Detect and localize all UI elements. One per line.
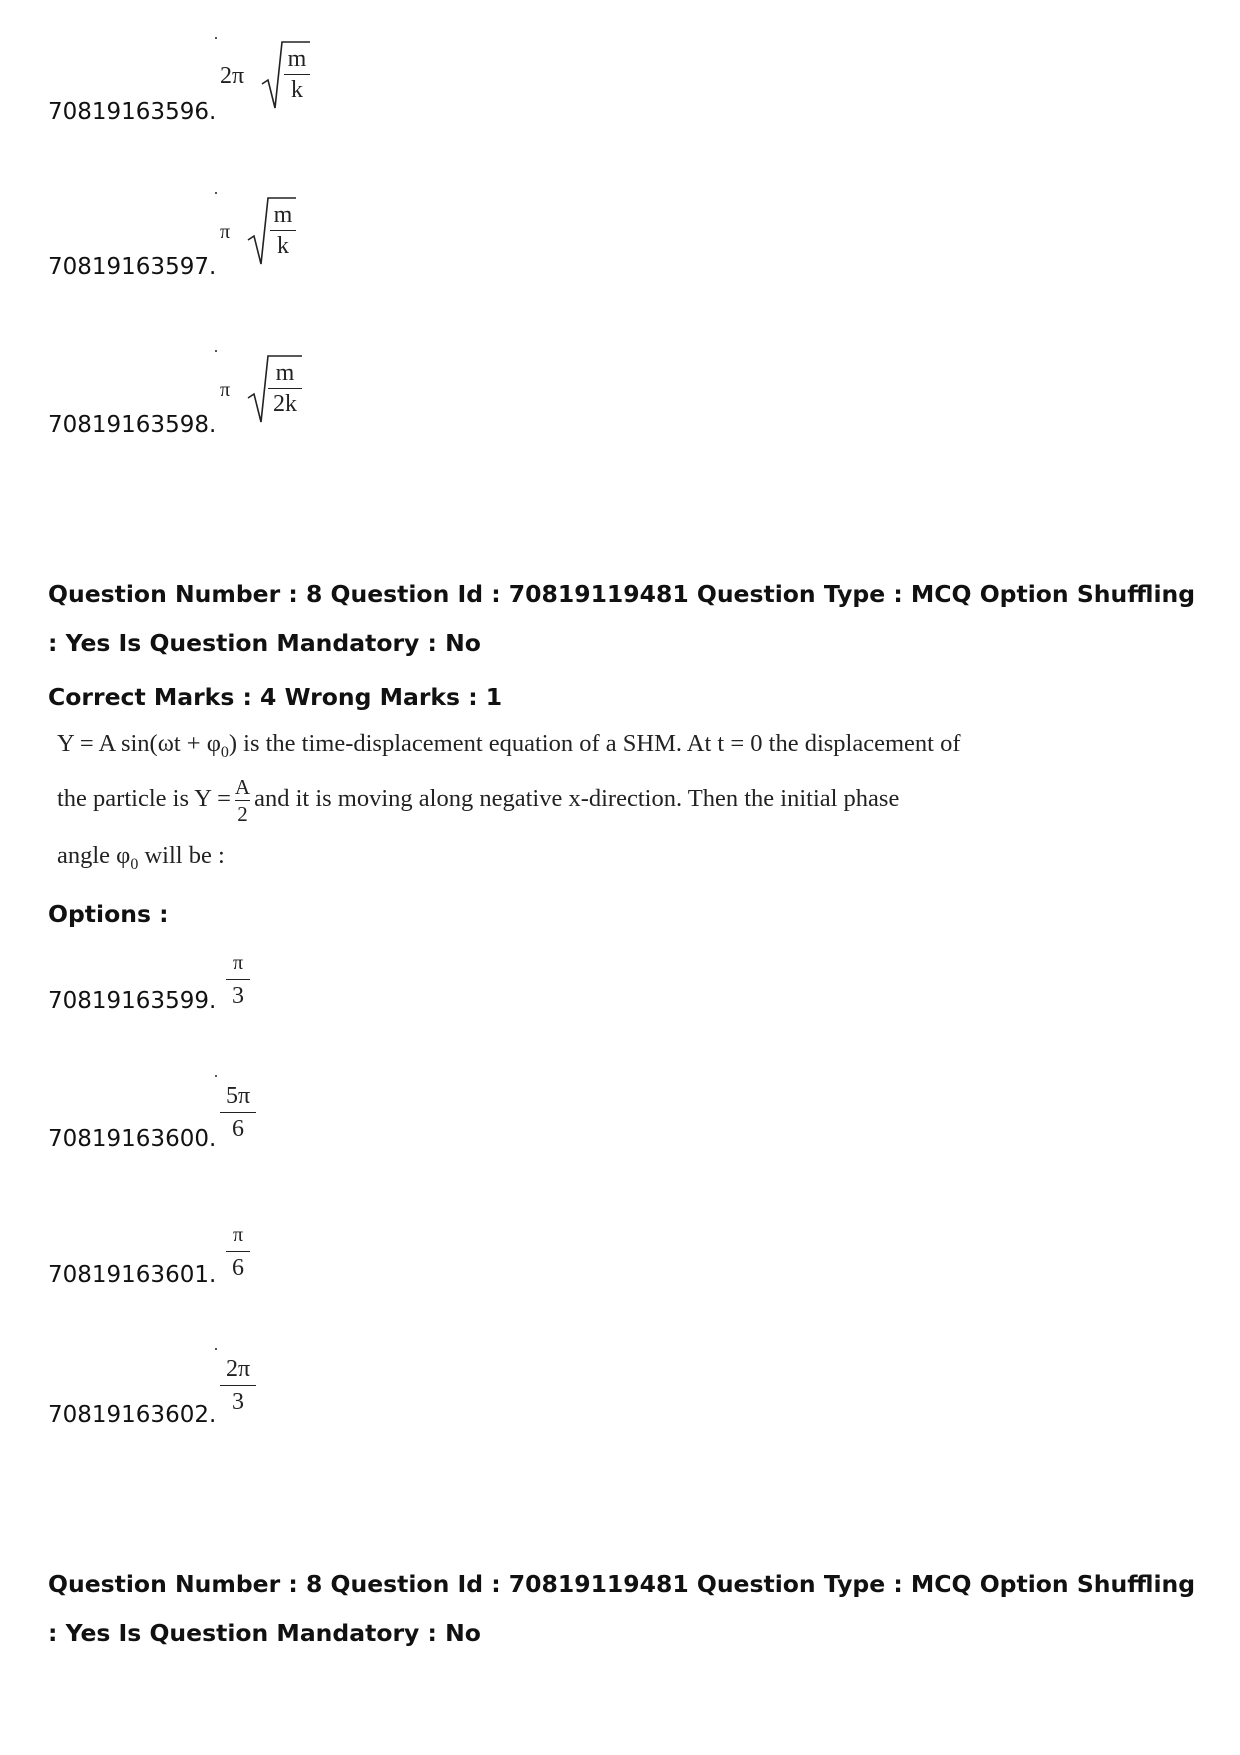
question-header: Question Number : 8 Question Id : 70819119481 Question Type : MCQ Option Shuffling : Yes Is Question Mandatory : No — [48, 580, 1196, 657]
option-fraction — [226, 950, 250, 1009]
option-id: 70819163597. — [48, 254, 217, 280]
scan-dot — [215, 350, 217, 352]
question-marks: Correct Marks : 4 Wrong Marks : 1 — [48, 683, 503, 711]
option-id: 70819163598. — [48, 412, 217, 438]
fraction-numerator: π — [232, 1224, 244, 1246]
text-segment: angle φ — [57, 842, 131, 869]
fraction-bar — [220, 1385, 256, 1386]
fraction-denominator: 6 — [232, 1116, 244, 1142]
fraction-bar — [235, 800, 250, 801]
fraction-denominator: k — [277, 233, 289, 259]
fraction-numerator: m — [273, 202, 293, 228]
option-fraction — [220, 1083, 256, 1142]
inline-fraction — [235, 776, 250, 825]
fraction-numerator: π — [232, 952, 244, 974]
fraction-denominator: 2 — [237, 802, 248, 826]
question-text-line-2 — [57, 776, 899, 825]
next-question-header: Question Number : 8 Question Id : 70819119481 Question Type : MCQ Option Shuffling : Yes Is Question Mandatory : No — [48, 1570, 1196, 1647]
fraction-numerator: 5π — [225, 1083, 251, 1109]
radical-fraction — [270, 202, 296, 259]
fraction-bar — [268, 388, 302, 389]
scan-dot — [215, 1348, 217, 1350]
fraction-denominator: 3 — [232, 983, 244, 1009]
scan-dot — [215, 37, 217, 39]
option-id: 70819163601. — [48, 1262, 217, 1288]
fraction-numerator: 2π — [225, 1356, 251, 1382]
fraction-bar — [226, 1251, 250, 1252]
text-segment: ) is the time-displacement equation of a SHM. At t = 0 the displacement of — [228, 730, 961, 757]
option-id: 70819163602. — [48, 1402, 217, 1428]
fraction-bar — [226, 979, 250, 980]
question-text-line-3 — [57, 842, 225, 874]
formula-coefficient: π — [220, 221, 231, 243]
scan-dot — [215, 1075, 217, 1077]
option-id: 70819163599. — [48, 988, 217, 1014]
text-segment: and it is moving along negative x-direction. Then the initial phase — [254, 785, 900, 813]
option-id: 70819163600. — [48, 1126, 217, 1152]
fraction-bar — [220, 1112, 256, 1113]
fraction-denominator: 6 — [232, 1255, 244, 1281]
fraction-bar — [284, 74, 310, 75]
fraction-numerator: m — [275, 360, 295, 386]
radical-fraction — [284, 46, 310, 103]
option-id: 70819163596. — [48, 99, 217, 125]
subscript: 0 — [220, 743, 229, 761]
text-segment: will be : — [144, 842, 225, 869]
formula-coefficient: π — [220, 379, 231, 401]
subscript: 0 — [130, 855, 139, 873]
option-fraction — [226, 1222, 250, 1281]
question-text-line-1 — [57, 730, 961, 762]
fraction-denominator: 2k — [273, 391, 297, 417]
question-text — [57, 730, 961, 880]
options-label: Options : — [48, 900, 169, 928]
text-segment: Y = A sin(ωt + φ — [57, 730, 221, 757]
fraction-bar — [270, 230, 296, 231]
fraction-denominator: 3 — [232, 1389, 244, 1415]
text-segment: the particle is Y = — [57, 785, 231, 813]
scan-dot — [215, 192, 217, 194]
option-fraction — [220, 1356, 256, 1415]
radical-fraction — [268, 360, 302, 417]
fraction-numerator: m — [287, 46, 307, 72]
fraction-denominator: k — [291, 77, 303, 103]
fraction-numerator: A — [234, 775, 251, 799]
formula-coefficient: 2π — [220, 63, 245, 89]
